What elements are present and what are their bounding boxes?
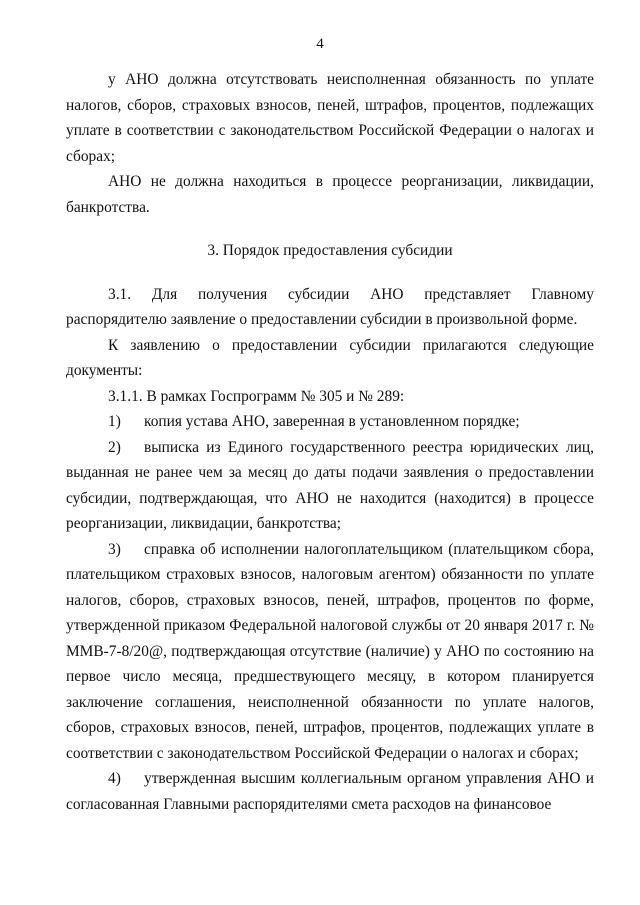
paragraph-tax-obligation: у АНО должна отсутствовать неисполненная обязанность по уплате налогов, сборов, страховых взносов, пеней, штрафов, процентов, подлежащих уплате в соответствии с законодательством Российской Федерации о налогах и сборах; bbox=[66, 71, 594, 165]
list-item-text: утвержденная высшим коллегиальным органом управления АНО и согласованная Главными распорядителями смета расходов на финансовое bbox=[66, 770, 594, 813]
document-body bbox=[66, 67, 594, 817]
page-number: 4 bbox=[316, 36, 324, 52]
list-item-1 bbox=[66, 409, 594, 435]
list-item-text: справка об исполнении налогоплательщиком (плательщиком сбора, плательщиком страховых взносов, налоговым агентом) обязанности по уплате налогов, сборов, страховых взносов, пеней, штрафов, процентов по форме, утвержденной приказом Федеральной налоговой службы от 20 января 2017 г. № ММВ-7-8/20@, подтверждающая отсутствие (наличие) у АНО по состоянию на первое число месяца, предшествующего месяцу, в котором планируется заключение соглашения, неисполненной обязанности по уплате налогов, сборов, страховых взносов, пеней, штрафов, процентов, подлежащих уплате в соответствии с законодательством Российской Федерации о налогах и сборах; bbox=[66, 540, 594, 762]
list-item-4 bbox=[66, 766, 594, 817]
paragraph-3-1: 3.1. Для получения субсидии АНО представляет Главному распорядителю заявление о предоставлении субсидии в произвольной форме. bbox=[66, 285, 594, 328]
section-title: 3. Порядок предоставления субсидии bbox=[207, 242, 453, 259]
paragraph-attachments: К заявлению о предоставлении субсидии прилагаются следующие документы: bbox=[66, 336, 594, 379]
list-item-text: копия устава АНО, заверенная в установленном порядке; bbox=[144, 413, 520, 430]
list-item-text: выписка из Единого государственного реестра юридических лиц, выданная не ранее чем за месяц до даты подачи заявления о предоставлении субсидии, подтверждающая, что АНО не находится (находится) в процессе реорганизации, ликвидации, банкротства; bbox=[66, 438, 594, 532]
list-item-number: 2) bbox=[108, 438, 121, 456]
list-item-number: 3) bbox=[108, 540, 121, 558]
paragraph-3-1-1: 3.1.1. В рамках Госпрограмм № 305 и № 289: bbox=[108, 387, 405, 405]
list-item-number: 1) bbox=[108, 413, 121, 430]
paragraph-reorganization: АНО не должна находиться в процессе реорганизации, ликвидации, банкротства. bbox=[66, 173, 594, 216]
list-item-number: 4) bbox=[108, 770, 121, 787]
list-item-3 bbox=[66, 537, 594, 767]
list-item-2 bbox=[66, 435, 594, 537]
